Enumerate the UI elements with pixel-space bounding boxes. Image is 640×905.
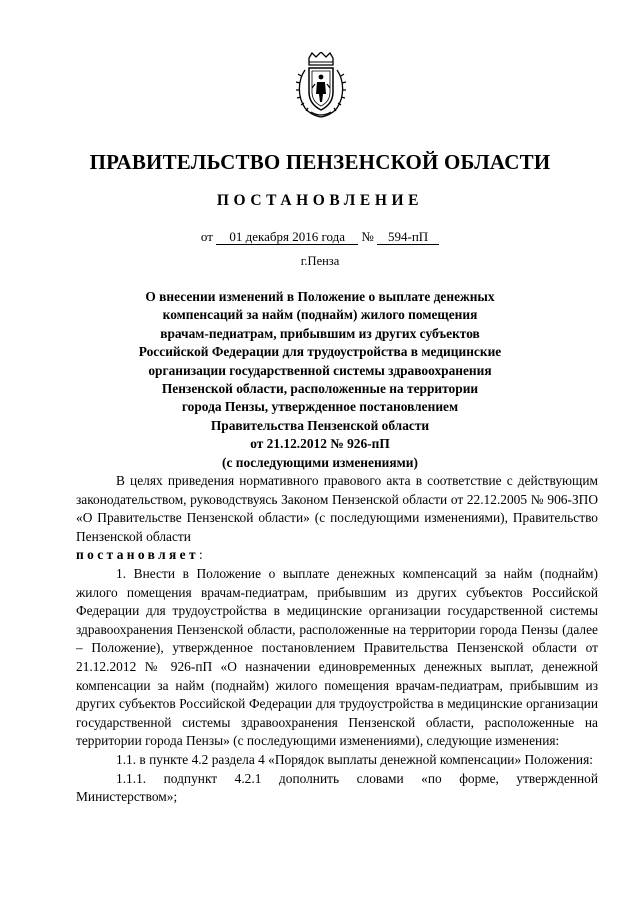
subject-line: города Пензы, утвержденное постановлением	[181, 399, 459, 415]
document-city: г.Пенза	[300, 254, 340, 268]
item-1-1-paragraph: 1.1. в пункте 4.2 раздела 4 «Порядок выплаты денежной компенсации» Положения:	[116, 751, 593, 767]
penza-region-coat-of-arms-icon	[295, 52, 347, 118]
document-date: 01 декабря 2016 года	[216, 229, 358, 245]
subject-line: Правительства Пензенской области	[210, 417, 430, 433]
subject-line: от 21.12.2012 № 926-пП	[250, 436, 390, 452]
preamble-paragraph	[76, 472, 598, 565]
document-date-line	[0, 229, 640, 245]
document-subject	[100, 288, 540, 472]
document-body	[76, 472, 598, 807]
document-number: 594-пП	[377, 229, 439, 245]
item-1-1-1-paragraph: 1.1.1. подпункт 4.2.1 дополнить словами «по форме, утвержденной Министерством»;	[76, 770, 598, 805]
subject-line: Российской Федерации для трудоустройства в медицинские	[138, 344, 502, 360]
date-prefix: от	[200, 229, 213, 244]
resolves-word: постановляет	[76, 547, 200, 563]
item-1-paragraph: 1. Внести в Положение о выплате денежных компенсаций за найм (поднайм) жилого помещения врачам-педиатрам, прибывшим из других субъектов Российской Федерации для трудоустройства в медицинские организации государственной системы здравоохранения Пензенской области, расположенные на территории города Пензы (далее – Положение), утвержденное постановлением Правительства Пензенской области от 21.12.2012 № 926-пП «О назначении единовременных денежных выплат, денежной компенсации за найм (поднайм) жилого помещения врачам-педиатрам, прибывшим из других субъектов Российской Федерации для трудоустройства в медицинские организации государственной системы здравоохранения Пензенской области, расположенные на территории города Пензы» (с последующими изменениями), следующие изменения:	[76, 565, 598, 749]
preamble-text: В целях приведения нормативного правового акта в соответствие с действующим законодательством, руководствуясь Законом Пензенской области от 22.12.2005 № 906-ЗПО «О Правительстве Пензенской области» (с последующими изменениями), Правительство Пензенской области	[76, 473, 598, 544]
resolves-colon: :	[199, 547, 203, 563]
number-prefix: №	[361, 229, 374, 244]
subject-line: компенсаций за найм (поднайм) жилого помещения	[162, 307, 478, 323]
subject-line: О внесении изменений в Положение о выплате денежных	[145, 289, 495, 304]
subject-line: (с последующими изменениями)	[222, 454, 418, 470]
government-title: ПРАВИТЕЛЬСТВО ПЕНЗЕНСКОЙ ОБЛАСТИ	[89, 150, 551, 174]
subject-line: Пензенской области, расположенные на территории	[161, 381, 479, 397]
subject-line: врачам-педиатрам, прибывшим из других субъектов	[160, 325, 480, 341]
subject-line: организации государственной системы здравоохранения	[148, 362, 492, 378]
document-type-title: ПОСТАНОВЛЕНИЕ	[216, 192, 424, 209]
